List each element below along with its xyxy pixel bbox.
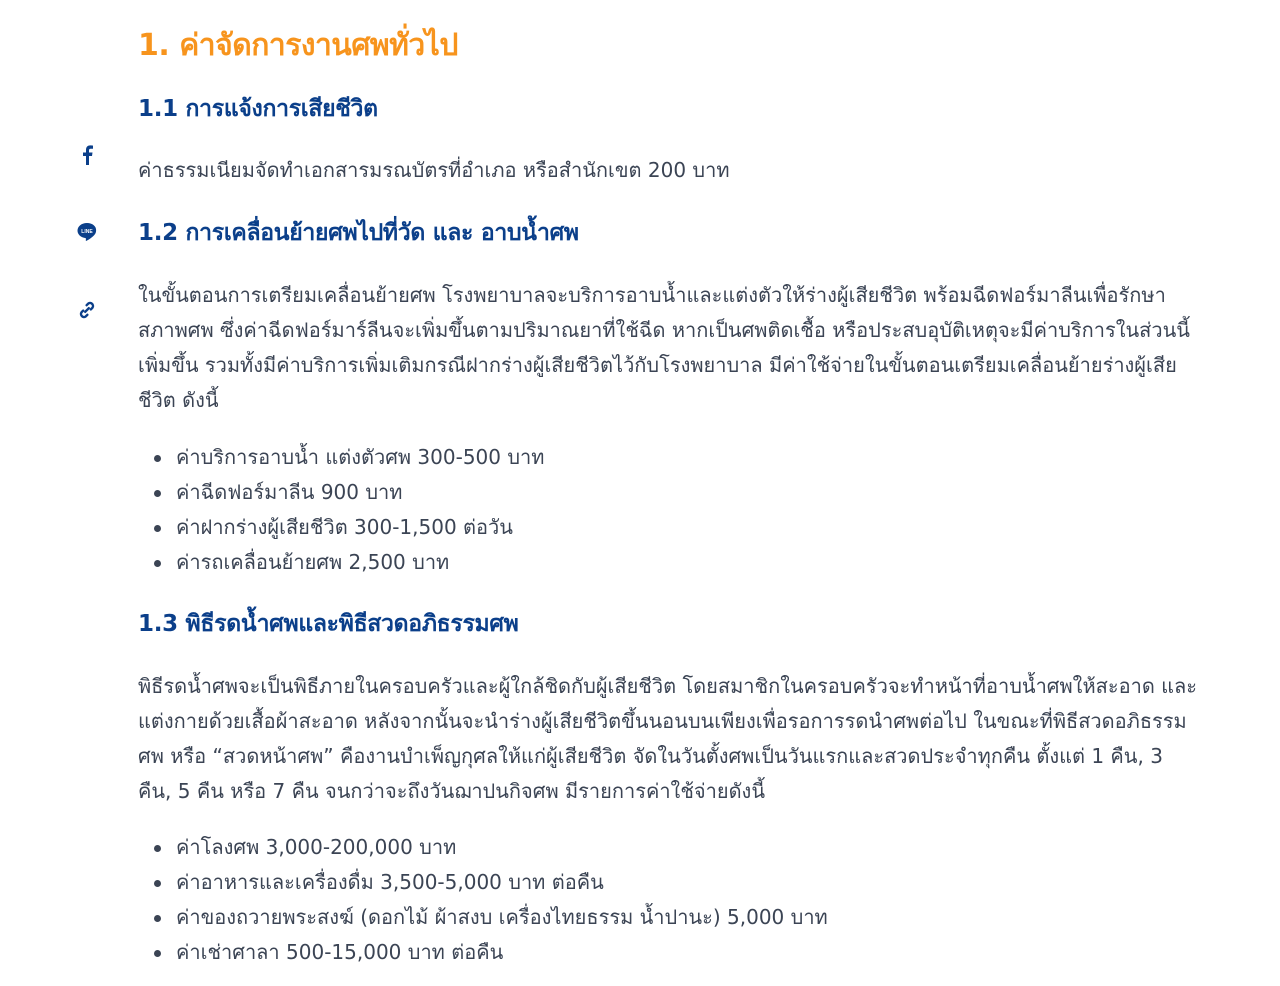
bullet-dot <box>154 950 161 957</box>
copy-link-button[interactable] <box>72 295 102 325</box>
subheading-1-3: 1.3 พิธีรดน้ำศพและพิธีสวดอภิธรรมศพ <box>138 611 519 637</box>
subheading-1-2: 1.2 การเคลื่อนย้ายศพไปที่วัด และ อาบน้ำศพ <box>138 220 579 246</box>
list-item <box>138 475 544 510</box>
cost-list-1-3 <box>138 830 828 970</box>
facebook-share-button[interactable] <box>72 140 102 170</box>
list-item <box>138 510 544 545</box>
line-icon <box>76 221 98 243</box>
list-item-text: ค่าเช่าศาลา 500-15,000 บาท ต่อคืน <box>176 940 504 964</box>
subheading-1-1: 1.1 การแจ้งการเสียชีวิต <box>138 96 378 122</box>
paragraph-1-2: ในขั้นตอนการเตรียมเคลื่อนย้ายศพ โรงพยาบาลจะบริการอาบน้ำและแต่งตัวให้ร่างผู้เสียชีวิต พร้อมฉีดฟอร์มาลีนเพื่อรักษาสภาพศพ ซึ่งค่าฉีดฟอร์มาร์ลีนจะเพิ่มขึ้นตามปริมาณยาที่ใช้ฉีด หากเป็นศพติดเชื้อ หรือประสบอุบัติเหตุจะมีค่าบริการในส่วนนี้เพิ่มขึ้น รวมทั้งมีค่าบริการเพิ่มเติมกรณีฝากร่างผู้เสียชีวิตไว้กับโรงพยาบาล มีค่าใช้จ่ายในขั้นตอนเตรียมเคลื่อนย้ายร่างผู้เสียชีวิต ดังนี้ <box>138 283 1190 412</box>
list-item <box>138 830 828 865</box>
bullet-dot <box>154 455 161 462</box>
list-item <box>138 545 544 580</box>
list-item <box>138 935 828 970</box>
bullet-dot <box>154 490 161 497</box>
list-item-text: ค่ารถเคลื่อนย้ายศพ 2,500 บาท <box>176 550 450 574</box>
link-icon <box>77 300 97 320</box>
list-item-text: ค่าโลงศพ 3,000-200,000 บาท <box>176 835 457 859</box>
list-item-text: ค่าอาหารและเครื่องดื่ม 3,500-5,000 บาท ต่อคืน <box>176 870 604 894</box>
paragraph-1-1: ค่าธรรมเนียมจัดทำเอกสารมรณบัตรที่อำเภอ หรือสำนักเขต 200 บาท <box>138 158 730 182</box>
bullet-dot <box>154 880 161 887</box>
list-item <box>138 440 544 475</box>
facebook-icon <box>81 145 93 165</box>
line-icon-text: LINE <box>81 228 93 235</box>
paragraph-1-3: พิธีรดน้ำศพจะเป็นพิธีภายในครอบครัวและผู้ใกล้ชิดกับผู้เสียชีวิต โดยสมาชิกในครอบครัวจะทำหน้าที่อาบน้ำศพให้สะอาด และแต่งกายด้วยเสื้อผ้าสะอาด หลังจากนั้นจะนำร่างผู้เสียชีวิตขึ้นนอนบนเพียงเพื่อรอการรดนำศพต่อไป ในขณะที่พิธีสวดอภิธรรมศพ หรือ “สวดหน้าศพ” คืองานบำเพ็ญกุศลให้แก่ผู้เสียชีวิต จัดในวันตั้งศพเป็นวันแรกและสวดประจำทุกคืน ตั้งแต่ 1 คืน, 3 คืน, 5 คืน หรือ 7 คืน จนกว่าจะถึงวันฌาปนกิจศพ มีรายการค่าใช้จ่ายดังนี้ <box>138 674 1198 803</box>
section-title: 1. ค่าจัดการงานศพทั่วไป <box>138 28 458 63</box>
list-item-text: ค่าฉีดฟอร์มาลีน 900 บาท <box>176 480 403 504</box>
bullet-dot <box>154 560 161 567</box>
bullet-dot <box>154 915 161 922</box>
line-share-button[interactable] <box>72 217 102 247</box>
list-item <box>138 900 828 935</box>
list-item-text: ค่าของถวายพระสงฆ์ (ดอกไม้ ผ้าสงบ เครื่องไทยธรรม น้ำปานะ) 5,000 บาท <box>176 905 828 929</box>
cost-list-1-2 <box>138 440 544 580</box>
bullet-dot <box>154 525 161 532</box>
list-item-text: ค่าฝากร่างผู้เสียชีวิต 300-1,500 ต่อวัน <box>176 515 513 539</box>
list-item <box>138 865 828 900</box>
list-item-text: ค่าบริการอาบน้ำ แต่งตัวศพ 300-500 บาท <box>176 445 545 469</box>
bullet-dot <box>154 845 161 852</box>
